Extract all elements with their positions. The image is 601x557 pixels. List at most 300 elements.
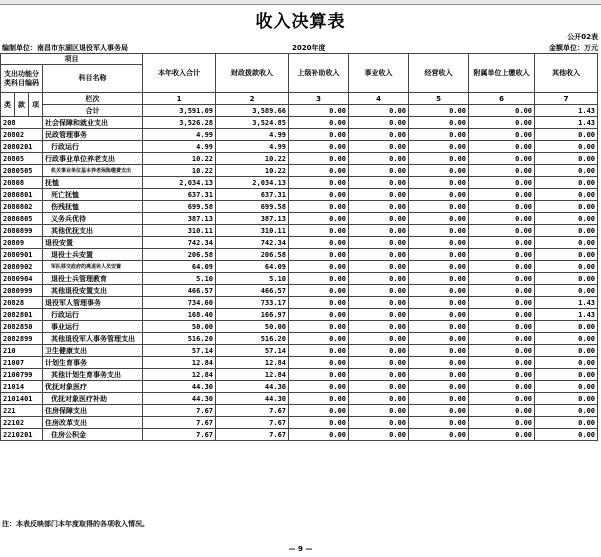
row-value: 0.00 [535, 153, 598, 165]
row-value: 0.00 [409, 405, 469, 417]
row-value: 0.00 [469, 237, 535, 249]
table-row [1, 117, 598, 129]
row-value: 44.30 [143, 393, 216, 405]
row-value: 0.00 [349, 309, 409, 321]
row-subject-name: 社会保障和就业支出 [43, 117, 143, 129]
row-code: 2080904 [1, 273, 43, 285]
row-value: 0.00 [349, 201, 409, 213]
row-value: 734.60 [143, 297, 216, 309]
table-row [1, 285, 598, 297]
row-subject-name: 民政管理事务 [43, 129, 143, 141]
lanci-label: 栏次 [43, 93, 143, 105]
row-value: 0.00 [469, 225, 535, 237]
row-subject-name: 优抚对象医疗补助 [43, 393, 143, 405]
row-value: 0.00 [349, 177, 409, 189]
row-value: 0.00 [469, 201, 535, 213]
row-value: 0.00 [535, 429, 598, 441]
row-value: 10.22 [216, 165, 289, 177]
row-code: 21007 [1, 357, 43, 369]
row-code: 2080999 [1, 285, 43, 297]
row-value: 0.00 [469, 333, 535, 345]
row-value: 0.00 [289, 297, 349, 309]
row-value: 0.00 [469, 141, 535, 153]
row-subject-name: 抚恤 [43, 177, 143, 189]
footnote: 注：本表反映部门本年度取得的各项收入情况。 [2, 520, 149, 528]
func-code-header: 支出功能分类科目编码 [1, 65, 43, 93]
meta-line [0, 43, 601, 52]
row-value: 0.00 [289, 309, 349, 321]
table-row [1, 309, 598, 321]
row-value: 0.00 [535, 273, 598, 285]
row-value: 12.84 [216, 369, 289, 381]
row-subject-name: 行政运行 [43, 309, 143, 321]
col-num-3: 3 [289, 93, 349, 105]
row-value: 637.31 [216, 189, 289, 201]
row-value: 0.00 [349, 189, 409, 201]
row-value: 0.00 [349, 393, 409, 405]
total-value: 0.00 [349, 105, 409, 117]
row-value: 0.00 [469, 165, 535, 177]
col-header-total: 本年收入合计 [143, 54, 216, 93]
row-subject-name: 退役士兵管理教育 [43, 273, 143, 285]
row-value: 0.00 [349, 405, 409, 417]
row-value: 0.00 [469, 309, 535, 321]
row-value: 387.13 [216, 213, 289, 225]
table-row [1, 249, 598, 261]
row-value: 0.00 [289, 381, 349, 393]
row-value: 0.00 [469, 117, 535, 129]
row-value: 0.00 [469, 321, 535, 333]
project-header: 项目 [1, 54, 143, 65]
row-value: 0.00 [349, 297, 409, 309]
row-value: 0.00 [469, 249, 535, 261]
table-row [1, 165, 598, 177]
row-value: 0.00 [349, 261, 409, 273]
table-row [1, 297, 598, 309]
row-code: 20808 [1, 177, 43, 189]
row-value: 0.00 [469, 273, 535, 285]
row-value: 0.00 [349, 249, 409, 261]
row-subject-name: 住房改革支出 [43, 417, 143, 429]
row-value: 44.30 [143, 381, 216, 393]
row-value: 0.00 [469, 429, 535, 441]
kind-header: 类 [1, 93, 15, 117]
row-value: 0.00 [289, 141, 349, 153]
total-row [1, 105, 598, 117]
row-value: 0.00 [289, 237, 349, 249]
row-value: 0.00 [409, 369, 469, 381]
row-code: 2080899 [1, 225, 43, 237]
row-value: 0.00 [469, 297, 535, 309]
row-value: 7.67 [216, 405, 289, 417]
row-value: 2,034.13 [143, 177, 216, 189]
row-value: 1.43 [535, 117, 598, 129]
row-value: 10.22 [216, 153, 289, 165]
table-row [1, 261, 598, 273]
row-value: 0.00 [289, 225, 349, 237]
row-value: 0.00 [469, 213, 535, 225]
row-value: 7.67 [143, 417, 216, 429]
row-code: 2101401 [1, 393, 43, 405]
row-value: 0.00 [469, 345, 535, 357]
row-value: 12.84 [143, 357, 216, 369]
row-value: 0.00 [469, 417, 535, 429]
row-value: 0.00 [409, 129, 469, 141]
row-code: 20805 [1, 153, 43, 165]
table-row [1, 213, 598, 225]
total-label: 合计 [43, 105, 143, 117]
row-value: 387.13 [143, 213, 216, 225]
row-value: 0.00 [409, 249, 469, 261]
item-header: 项 [29, 93, 43, 117]
row-value: 0.00 [349, 417, 409, 429]
row-code: 2210201 [1, 429, 43, 441]
row-code: 2080505 [1, 165, 43, 177]
table-row [1, 201, 598, 213]
total-value: 3,589.66 [216, 105, 289, 117]
table-row [1, 237, 598, 249]
subject-name-header: 科目名称 [43, 65, 143, 93]
row-value: 733.17 [216, 297, 289, 309]
col-header-other: 其他收入 [535, 54, 598, 93]
row-value: 0.00 [535, 213, 598, 225]
row-value: 10.22 [143, 153, 216, 165]
form-number: 公开02表 [567, 33, 598, 41]
top-border [0, 0, 601, 5]
row-value: 742.34 [216, 237, 289, 249]
col-num-7: 7 [535, 93, 598, 105]
row-value: 0.00 [409, 393, 469, 405]
row-value: 44.30 [216, 393, 289, 405]
row-subject-name: 行政运行 [43, 141, 143, 153]
row-value: 310.11 [143, 225, 216, 237]
row-value: 0.00 [349, 429, 409, 441]
row-value: 0.00 [409, 309, 469, 321]
col-header-affiliated: 附属单位上缴收入 [469, 54, 535, 93]
row-value: 0.00 [289, 153, 349, 165]
row-subject-name: 住房保障支出 [43, 405, 143, 417]
table-row [1, 417, 598, 429]
row-value: 0.00 [535, 321, 598, 333]
col-num-4: 4 [349, 93, 409, 105]
row-value: 0.00 [409, 225, 469, 237]
row-value: 206.58 [143, 249, 216, 261]
total-value: 1.43 [535, 105, 598, 117]
total-value: 0.00 [469, 105, 535, 117]
row-value: 0.00 [349, 369, 409, 381]
row-code: 21014 [1, 381, 43, 393]
col-header-operating: 经营收入 [409, 54, 469, 93]
row-value: 44.30 [216, 381, 289, 393]
row-value: 12.84 [216, 357, 289, 369]
table-row [1, 429, 598, 441]
row-value: 0.00 [535, 165, 598, 177]
table-row [1, 225, 598, 237]
row-subject-name: 住房公积金 [43, 429, 143, 441]
row-value: 0.00 [289, 321, 349, 333]
row-value: 0.00 [289, 357, 349, 369]
row-code: 2082850 [1, 321, 43, 333]
row-value: 0.00 [409, 177, 469, 189]
row-value: 0.00 [469, 405, 535, 417]
row-code: 2080801 [1, 189, 43, 201]
row-value: 699.58 [143, 201, 216, 213]
row-code: 2082899 [1, 333, 43, 345]
row-subject-name: 其他退役安置支出 [43, 285, 143, 297]
fiscal-year: 2020年度 [292, 44, 326, 52]
col-header-business: 事业收入 [349, 54, 409, 93]
row-value: 0.00 [535, 381, 598, 393]
row-value: 0.00 [409, 141, 469, 153]
row-value: 0.00 [289, 429, 349, 441]
row-value: 0.00 [469, 129, 535, 141]
row-value: 7.67 [216, 429, 289, 441]
row-subject-name: 死亡抚恤 [43, 189, 143, 201]
row-value: 310.11 [216, 225, 289, 237]
row-code: 221 [1, 405, 43, 417]
row-value: 3,526.28 [143, 117, 216, 129]
table-row [1, 177, 598, 189]
row-value: 0.00 [289, 417, 349, 429]
row-subject-name: 退役士兵安置 [43, 249, 143, 261]
row-subject-name: 义务兵优待 [43, 213, 143, 225]
row-value: 4.99 [216, 129, 289, 141]
row-value: 0.00 [409, 417, 469, 429]
row-value: 57.14 [143, 345, 216, 357]
row-value: 0.00 [349, 285, 409, 297]
row-value: 0.00 [535, 237, 598, 249]
col-num-6: 6 [469, 93, 535, 105]
row-value: 206.58 [216, 249, 289, 261]
row-value: 0.00 [409, 285, 469, 297]
row-value: 0.00 [409, 429, 469, 441]
row-value: 0.00 [289, 273, 349, 285]
row-value: 0.00 [349, 357, 409, 369]
row-value: 742.34 [143, 237, 216, 249]
row-value: 0.00 [409, 297, 469, 309]
row-value: 0.00 [409, 345, 469, 357]
row-value: 0.00 [535, 333, 598, 345]
row-value: 168.40 [143, 309, 216, 321]
row-value: 516.20 [216, 333, 289, 345]
row-code: 208 [1, 117, 43, 129]
row-value: 0.00 [469, 261, 535, 273]
row-value: 5.10 [216, 273, 289, 285]
row-code: 22102 [1, 417, 43, 429]
row-value: 4.99 [143, 129, 216, 141]
row-value: 0.00 [535, 189, 598, 201]
row-value: 466.57 [143, 285, 216, 297]
col-num-5: 5 [409, 93, 469, 105]
row-subject-name: 其他优抚支出 [43, 225, 143, 237]
row-value: 0.00 [469, 369, 535, 381]
row-value: 57.14 [216, 345, 289, 357]
row-value: 7.67 [143, 405, 216, 417]
row-value: 3,524.85 [216, 117, 289, 129]
row-value: 0.00 [349, 165, 409, 177]
table-body [1, 117, 598, 441]
row-value: 2,034.13 [216, 177, 289, 189]
row-value: 50.00 [216, 321, 289, 333]
row-code: 2080805 [1, 213, 43, 225]
table-row [1, 333, 598, 345]
row-subject-name: 事业运行 [43, 321, 143, 333]
row-code: 210 [1, 345, 43, 357]
row-code: 2082801 [1, 309, 43, 321]
table-row [1, 153, 598, 165]
row-value: 0.00 [349, 237, 409, 249]
row-code: 2080902 [1, 261, 43, 273]
row-value: 50.00 [143, 321, 216, 333]
row-subject-name: 机关事业单位基本养老保险缴费支出 [43, 165, 143, 177]
row-value: 0.00 [535, 393, 598, 405]
row-value: 466.57 [216, 285, 289, 297]
row-value: 0.00 [535, 249, 598, 261]
row-value: 7.67 [216, 417, 289, 429]
income-table [0, 53, 598, 441]
row-value: 0.00 [409, 333, 469, 345]
row-code: 2080901 [1, 249, 43, 261]
row-value: 0.00 [289, 213, 349, 225]
row-value: 0.00 [535, 369, 598, 381]
row-value: 0.00 [535, 261, 598, 273]
row-value: 10.22 [143, 165, 216, 177]
row-value: 0.00 [349, 333, 409, 345]
row-value: 0.00 [535, 417, 598, 429]
table-row [1, 369, 598, 381]
compiling-unit: 编制单位：南昌市东湖区退役军人事务局 [2, 44, 128, 52]
row-value: 637.31 [143, 189, 216, 201]
row-code: 2080802 [1, 201, 43, 213]
row-value: 0.00 [409, 213, 469, 225]
row-value: 0.00 [349, 141, 409, 153]
col-num-1: 1 [143, 93, 216, 105]
row-value: 7.67 [143, 429, 216, 441]
row-value: 0.00 [349, 321, 409, 333]
paragraph-header: 款 [15, 93, 29, 117]
row-value: 0.00 [535, 345, 598, 357]
row-value: 0.00 [349, 117, 409, 129]
row-value: 0.00 [289, 369, 349, 381]
table-row [1, 189, 598, 201]
row-value: 0.00 [469, 189, 535, 201]
row-value: 0.00 [289, 261, 349, 273]
row-value: 0.00 [289, 249, 349, 261]
row-value: 0.00 [535, 285, 598, 297]
row-value: 0.00 [469, 177, 535, 189]
row-value: 0.00 [469, 285, 535, 297]
col-header-superior: 上级补助收入 [289, 54, 349, 93]
row-value: 4.99 [143, 141, 216, 153]
row-value: 4.99 [216, 141, 289, 153]
row-value: 0.00 [289, 333, 349, 345]
row-value: 0.00 [469, 393, 535, 405]
row-value: 516.20 [143, 333, 216, 345]
table-row [1, 393, 598, 405]
table-row [1, 357, 598, 369]
row-value: 0.00 [409, 165, 469, 177]
row-value: 1.43 [535, 297, 598, 309]
row-subject-name: 其他计划生育事务支出 [43, 369, 143, 381]
total-value: 0.00 [409, 105, 469, 117]
row-value: 0.00 [289, 201, 349, 213]
row-value: 5.10 [143, 273, 216, 285]
table-row [1, 345, 598, 357]
row-value: 0.00 [409, 201, 469, 213]
row-value: 166.97 [216, 309, 289, 321]
table-row [1, 321, 598, 333]
row-value: 0.00 [349, 213, 409, 225]
row-code: 20802 [1, 129, 43, 141]
row-code: 20828 [1, 297, 43, 309]
table-row [1, 381, 598, 393]
row-value: 0.00 [349, 129, 409, 141]
row-subject-name: 退役安置 [43, 237, 143, 249]
row-value: 0.00 [469, 381, 535, 393]
row-value: 0.00 [289, 285, 349, 297]
row-value: 0.00 [469, 153, 535, 165]
row-value: 0.00 [409, 381, 469, 393]
row-subject-name: 优抚对象医疗 [43, 381, 143, 393]
row-value: 0.00 [289, 177, 349, 189]
table-row [1, 129, 598, 141]
row-value: 0.00 [349, 345, 409, 357]
row-subject-name: 卫生健康支出 [43, 345, 143, 357]
row-value: 0.00 [535, 177, 598, 189]
row-subject-name: 退役军人管理事务 [43, 297, 143, 309]
row-value: 699.58 [216, 201, 289, 213]
total-value: 0.00 [289, 105, 349, 117]
row-value: 64.09 [216, 261, 289, 273]
table-row [1, 273, 598, 285]
row-value: 0.00 [535, 225, 598, 237]
row-value: 0.00 [409, 189, 469, 201]
row-value: 0.00 [409, 321, 469, 333]
row-value: 0.00 [535, 201, 598, 213]
row-value: 0.00 [289, 189, 349, 201]
row-value: 0.00 [535, 357, 598, 369]
row-value: 0.00 [349, 381, 409, 393]
row-value: 0.00 [289, 393, 349, 405]
row-value: 1.43 [535, 309, 598, 321]
row-value: 0.00 [289, 129, 349, 141]
page-number: — 9 — [288, 545, 313, 553]
row-value: 0.00 [469, 357, 535, 369]
row-value: 0.00 [349, 273, 409, 285]
row-value: 0.00 [535, 405, 598, 417]
amount-unit: 金额单位：万元 [549, 44, 598, 52]
row-subject-name: 其他退役军人事务管理支出 [43, 333, 143, 345]
row-value: 0.00 [289, 345, 349, 357]
row-value: 0.00 [289, 117, 349, 129]
row-code: 20809 [1, 237, 43, 249]
row-value: 0.00 [349, 225, 409, 237]
table-row [1, 141, 598, 153]
row-value: 0.00 [409, 261, 469, 273]
row-value: 0.00 [409, 357, 469, 369]
row-code: 2080201 [1, 141, 43, 153]
row-subject-name: 军队移交政府的离退休人员安置 [43, 261, 143, 273]
row-subject-name: 伤残抚恤 [43, 201, 143, 213]
row-subject-name: 计划生育事务 [43, 357, 143, 369]
page-title: 收入决算表 [255, 12, 346, 32]
row-value: 0.00 [289, 405, 349, 417]
row-value: 0.00 [535, 141, 598, 153]
row-subject-name: 行政事业单位养老支出 [43, 153, 143, 165]
col-num-2: 2 [216, 93, 289, 105]
table-row [1, 405, 598, 417]
row-value: 0.00 [289, 165, 349, 177]
